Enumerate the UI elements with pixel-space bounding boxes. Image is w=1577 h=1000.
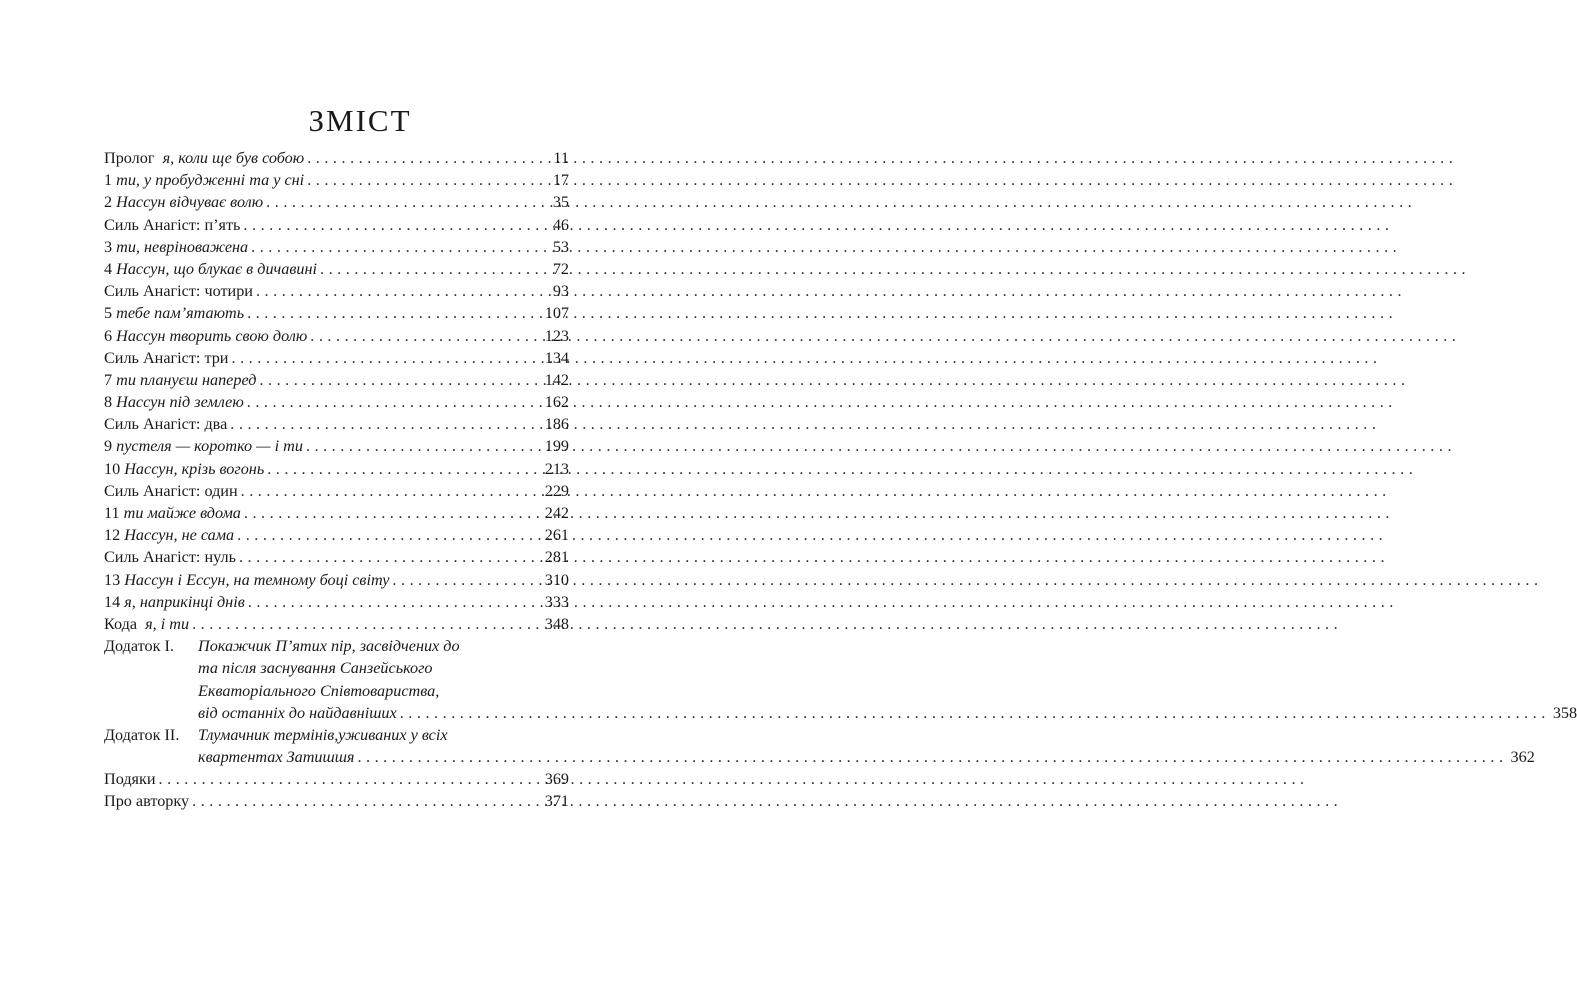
dot-leader [357, 746, 1507, 768]
dot-leader [243, 214, 549, 236]
toc-entry[interactable] [104, 214, 569, 236]
toc-entry[interactable] [104, 502, 569, 524]
entry-number: 4 [104, 259, 113, 278]
dot-leader [192, 790, 542, 812]
dot-leader [248, 591, 542, 613]
appendix-title-line: Тлумачник термінів,уживаних у всіх [198, 725, 448, 744]
entry-label: Про авторку [104, 792, 190, 811]
entry-title: я, наприкінці днів [124, 592, 245, 611]
entry-title: Нассун, крізь вогонь [124, 459, 265, 478]
entry-title: ти плануєш наперед [116, 370, 257, 389]
dot-leader [247, 302, 542, 324]
toc-entry-acknowledgements[interactable] [104, 768, 569, 790]
appendix-title-line: квартентах Затишшя [198, 748, 355, 767]
page-number: 53 [552, 237, 569, 256]
dot-leader [306, 435, 542, 457]
entry-number: 7 [104, 370, 113, 389]
appendix-title-line: від останніх до найдавніших [198, 703, 397, 722]
page-number: 348 [544, 614, 569, 633]
entry-title: Нассун відчуває волю [116, 193, 264, 212]
entry-number: 14 [104, 592, 121, 611]
entry-separator [137, 613, 145, 635]
page-number: 281 [544, 548, 569, 567]
entry-title: Нассун творить свою долю [116, 326, 308, 345]
entry-number: 1 [104, 171, 113, 190]
toc-appendix-1[interactable] [104, 635, 1577, 724]
entry-title: я, і ти [145, 614, 190, 633]
page-number: 333 [544, 592, 569, 611]
toc-entry[interactable] [104, 613, 569, 635]
page-number: 17 [552, 171, 569, 190]
appendix-title-line: Екваторіального Співтовариства, [198, 681, 440, 700]
page-number: 107 [544, 304, 569, 323]
page-number: 371 [544, 792, 569, 811]
appendix-title-line: Покажчик П’ятих пір, засвідчених до [198, 637, 460, 656]
dot-leader [307, 147, 550, 169]
page-number: 186 [544, 415, 569, 434]
entry-title: Нассун і Ессун, на темному боці світу [124, 570, 390, 589]
toc-entry[interactable] [104, 369, 569, 391]
table-of-contents [104, 147, 1577, 813]
entry-number: Кода [104, 614, 138, 633]
toc-entry[interactable] [104, 524, 569, 546]
entry-number: 8 [104, 393, 113, 412]
page-number: 358 [1552, 703, 1577, 722]
dot-leader [266, 191, 550, 213]
toc-entries [104, 147, 569, 635]
page-title: ЗМІСТ [308, 103, 412, 138]
appendix-title-line: та після заснування Санзейського [198, 659, 433, 678]
entry-number: 5 [104, 304, 113, 323]
appendix-label: Додаток ІІ. [104, 725, 180, 744]
page-number: 213 [544, 459, 569, 478]
dot-leader [241, 480, 542, 502]
entry-title: Нассун, що блукає в дичавині [116, 259, 318, 278]
dot-leader [392, 569, 541, 591]
entry-number: 10 [104, 459, 121, 478]
toc-entry[interactable] [104, 546, 569, 568]
page-number: 123 [544, 326, 569, 345]
page-number: 229 [544, 481, 569, 500]
toc-entry-about-author[interactable] [104, 790, 569, 812]
entry-number: 11 [104, 504, 120, 522]
page-number: 162 [544, 393, 569, 412]
appendix-last-line [198, 702, 1577, 724]
toc-entry[interactable] [104, 169, 569, 191]
entry-number: 3 [104, 237, 113, 256]
entry-number: Силь Анагіст: один [104, 481, 238, 500]
toc-entry[interactable] [104, 347, 569, 369]
toc-entry[interactable] [104, 302, 569, 324]
entry-number: Силь Анагіст: нуль [104, 548, 236, 567]
page-number: 46 [552, 215, 569, 234]
dot-leader [400, 702, 1550, 724]
toc-entry[interactable] [104, 236, 569, 258]
entry-title: ти майже вдома [123, 504, 241, 522]
entry-number: 12 [104, 526, 121, 545]
dot-leader [256, 280, 550, 302]
page-number: 134 [544, 348, 569, 367]
toc-entry[interactable] [104, 325, 569, 347]
page-number: 199 [544, 437, 569, 456]
entry-number: 6 [104, 326, 113, 345]
toc-entry[interactable] [104, 569, 569, 591]
page-number: 261 [544, 526, 569, 545]
toc-entry[interactable] [104, 458, 569, 480]
dot-leader [320, 258, 550, 280]
entry-number: Силь Анагіст: чотири [104, 282, 253, 301]
entry-number: 9 [104, 437, 113, 456]
entry-number: 2 [104, 193, 113, 212]
page-number: 310 [544, 570, 569, 589]
entry-title: Нассун, не сама [124, 526, 235, 545]
entry-number: Силь Анагіст: три [104, 348, 229, 367]
entry-label: Подяки [104, 770, 156, 789]
page-number: 11 [553, 149, 569, 167]
toc-entry[interactable] [104, 413, 569, 435]
toc-entry[interactable] [104, 191, 569, 213]
entry-title: тебе пам’ятають [116, 304, 245, 323]
entry-title: пустеля — коротко — і ти [116, 437, 303, 456]
dot-leader [237, 524, 542, 546]
appendix-last-line [198, 746, 1535, 768]
entry-number: Силь Анагіст: два [104, 415, 228, 434]
toc-appendix-2[interactable] [104, 724, 1535, 768]
toc-entry[interactable] [104, 258, 569, 280]
dot-leader [251, 236, 550, 258]
entry-number: Силь Анагіст: п’ять [104, 215, 241, 234]
dot-leader [307, 169, 550, 191]
toc-entry[interactable] [104, 147, 569, 169]
dot-leader [230, 413, 541, 435]
page-number: 362 [1510, 748, 1535, 767]
entry-title: я, коли ще був собою [162, 149, 305, 167]
dot-leader [231, 347, 541, 369]
dot-leader [159, 768, 542, 790]
page-number: 369 [544, 770, 569, 789]
dot-leader [259, 369, 541, 391]
entry-number: 13 [104, 570, 121, 589]
dot-leader [244, 502, 542, 524]
toc-entry[interactable] [104, 435, 569, 457]
page-number: 242 [544, 504, 569, 522]
appendix-label: Додаток І. [104, 637, 174, 656]
page-number: 35 [552, 193, 569, 212]
dot-leader [192, 613, 542, 635]
dot-leader [247, 391, 542, 413]
entry-number: Пролог [104, 149, 155, 167]
entry-title: ти, у пробудженні та у сні [116, 171, 305, 190]
dot-leader [239, 546, 542, 568]
page-number: 142 [544, 370, 569, 389]
page-number: 72 [552, 259, 569, 278]
entry-separator [154, 147, 162, 169]
toc-entry[interactable] [104, 391, 569, 413]
entry-title: ти, невріноважена [116, 237, 249, 256]
toc-entry[interactable] [104, 480, 569, 502]
page-number: 93 [552, 282, 569, 301]
dot-leader [310, 325, 541, 347]
toc-entry[interactable] [104, 591, 569, 613]
dot-leader [267, 458, 542, 480]
toc-entry[interactable] [104, 280, 569, 302]
entry-title: Нассун під землею [116, 393, 244, 412]
